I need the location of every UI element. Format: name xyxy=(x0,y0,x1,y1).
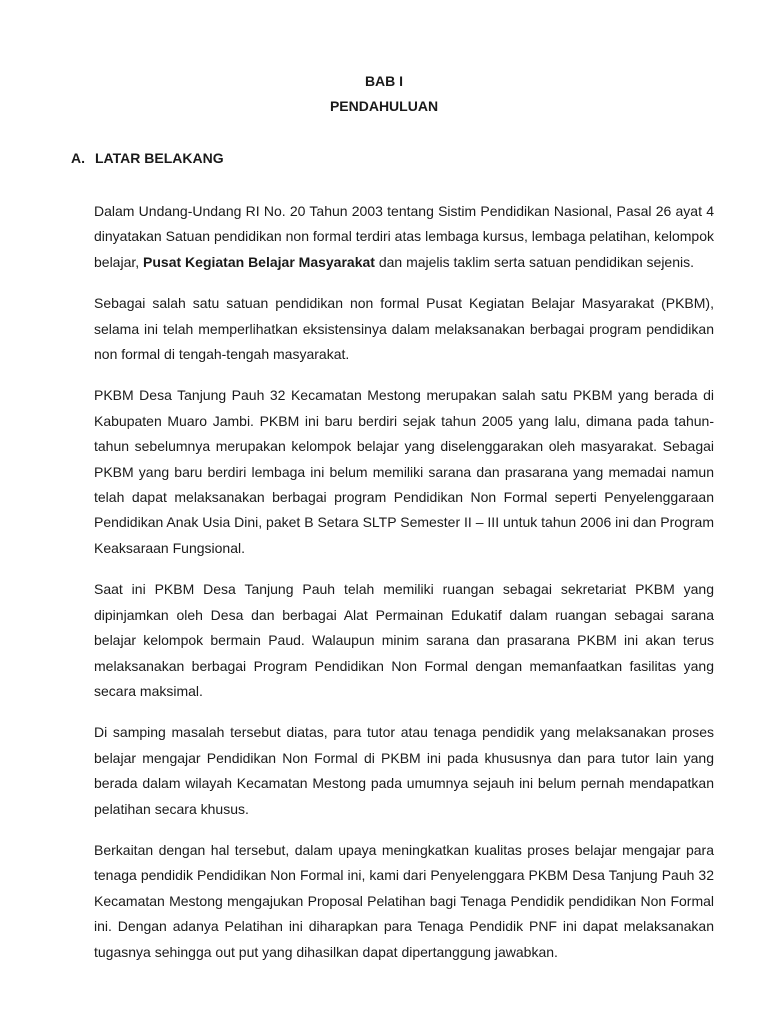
paragraph-2: Sebagai salah satu satuan pendidikan non formal Pusat Kegiatan Belajar Masyarakat (PKBM), selama ini telah memperlihatkan eksistensinya dalam melaksanakan berbagai program pendidikan non formal di tengah-tengah masyarakat. xyxy=(94,295,714,363)
chapter-title: PENDAHULUAN xyxy=(329,98,439,114)
paragraph-1-bold-term: Pusat Kegiatan Belajar Masyarakat xyxy=(143,253,375,270)
paragraph-4: Saat ini PKBM Desa Tanjung Pauh telah memiliki ruangan sebagai sekretariat PKBM yang dipinjamkan oleh Desa dan berbagai Alat Permainan Edukatif dalam ruangan sebagai sarana belajar kelompok bermain Paud. Walaupun minim sarana dan prasarana PKBM ini akan terus melaksanakan berbagai Program Pendidikan Non Formal dengan memanfaatkan fasilitas yang secara maksimal. xyxy=(94,581,714,699)
section-title: LATAR BELAKANG xyxy=(95,150,224,166)
chapter-number: BAB I xyxy=(364,73,404,89)
section-heading xyxy=(71,149,224,167)
paragraph-1-text-start: Dalam Undang-Undang RI No. 20 Tahun 2003 tentang Sistim Pendidikan Nasional, Pasal 26 ayat 4 dinyatakan Satuan pendidikan non formal terdiri atas lembaga kursus, lembaga pelatihan, kelompok belajar, xyxy=(94,203,714,270)
paragraph-1-text-end: dan majelis taklim serta satuan pendidikan sejenis. xyxy=(374,253,694,270)
paragraph-3: PKBM Desa Tanjung Pauh 32 Kecamatan Mestong merupakan salah satu PKBM yang berada di Kabupaten Muaro Jambi. PKBM ini baru berdiri sejak tahun 2005 yang lalu, dimana pada tahun-tahun sebelumnya merupakan kelompok belajar yang diselenggarakan oleh masyarakat. Sebagai PKBM yang baru berdiri lembaga ini belum memiliki sarana dan prasarana yang memadai namun telah dapat melaksanakan berbagai program Pendidikan Non Formal seperti Penyelenggaraan Pendidikan Anak Usia Dini, paket B Setara SLTP Semester II – III untuk tahun 2006 ini dan Program Keaksaraan Fungsional. xyxy=(94,387,714,556)
paragraph-1 xyxy=(94,199,714,275)
paragraph-5: Di samping masalah tersebut diatas, para tutor atau tenaga pendidik yang melaksanakan proses belajar mengajar Pendidikan Non Formal di PKBM ini pada khususnya dan para tutor lain yang berada dalam wilayah Kecamatan Mestong pada umumnya sejauh ini belum pernah mendapatkan pelatihan secara khusus. xyxy=(94,724,714,817)
section-letter: A. xyxy=(71,150,85,166)
body-text xyxy=(94,199,714,981)
paragraph-6: Berkaitan dengan hal tersebut, dalam upaya meningkatkan kualitas proses belajar mengajar para tenaga pendidik Pendidikan Non Formal ini, kami dari Penyelenggara PKBM Desa Tanjung Pauh 32 Kecamatan Mestong mengajukan Proposal Pelatihan bagi Tenaga Pendidik pendidikan Non Formal ini. Dengan adanya Pelatihan ini diharapkan para Tenaga Pendidik PNF ini dapat melaksanakan tugasnya sehingga out put yang dihasilkan dapat dipertanggung jawabkan. xyxy=(94,841,714,960)
